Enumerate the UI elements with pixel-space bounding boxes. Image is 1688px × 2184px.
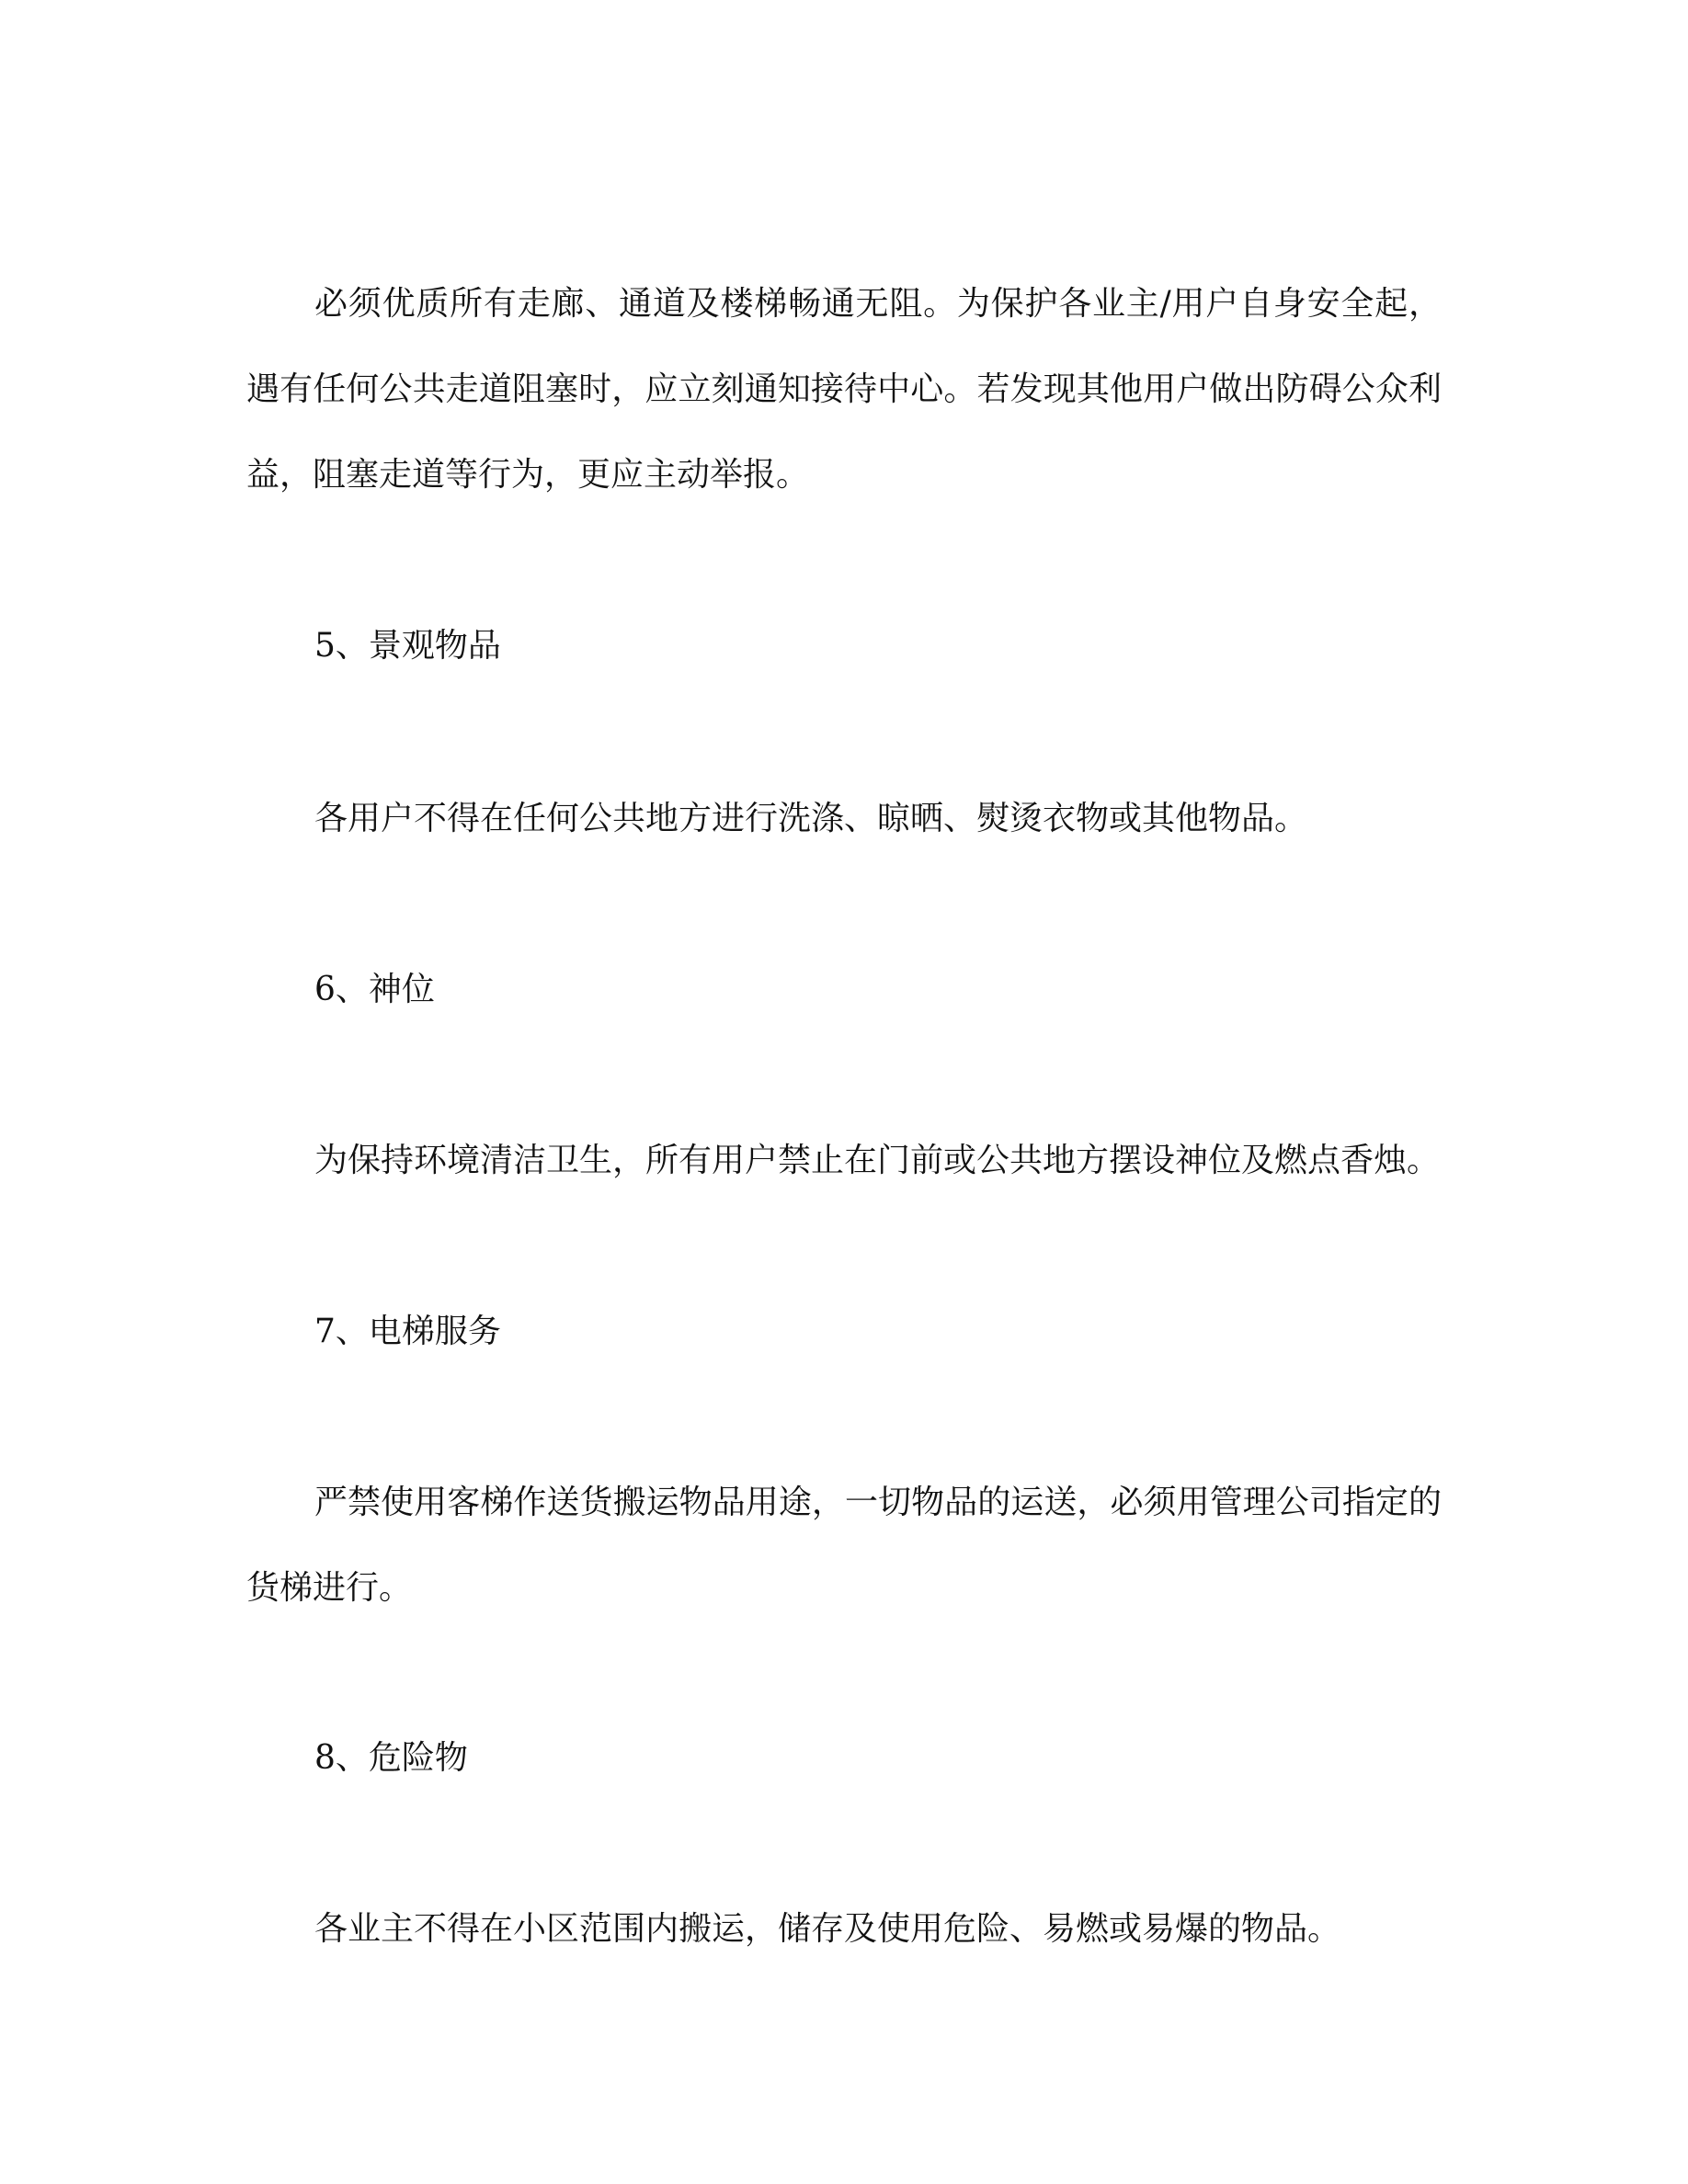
section-heading-shrine: 6、神位 <box>314 971 435 1008</box>
section-heading-hazardous-materials: 8、危险物 <box>314 1739 468 1777</box>
paragraph-shrine-rules: 为保持环境清洁卫生，所有用户禁止在门前或公共地方摆设神位及燃点香烛。 <box>314 1142 1441 1179</box>
paragraph-elevator-rules: 严禁使用客梯作送货搬运物品用途，一切物品的运送，必须用管理公司指定的货梯进行。 <box>246 1484 1442 1607</box>
paragraph-hazard-rules: 各业主不得在小区范围内搬运，储存及使用危险、易燃或易爆的物品。 <box>314 1910 1341 1948</box>
paragraph-corridor-rules: 必须优质所有走廊、通道及楼梯畅通无阻。为保护各业主/用户自身安全起，遇有任何公共走道阻塞时，应立刻通知接待中心。若发现其他用户做出防碍公众利益，阻塞走道等行为，更应主动举报。 <box>246 285 1442 494</box>
section-heading-landscape-items: 5、景观物品 <box>314 627 501 665</box>
section-heading-elevator-service: 7、电梯服务 <box>314 1313 501 1350</box>
paragraph-laundry-rules: 各用户不得在任何公共地方进行洗涤、晾晒、熨烫衣物或其他物品。 <box>314 800 1308 837</box>
